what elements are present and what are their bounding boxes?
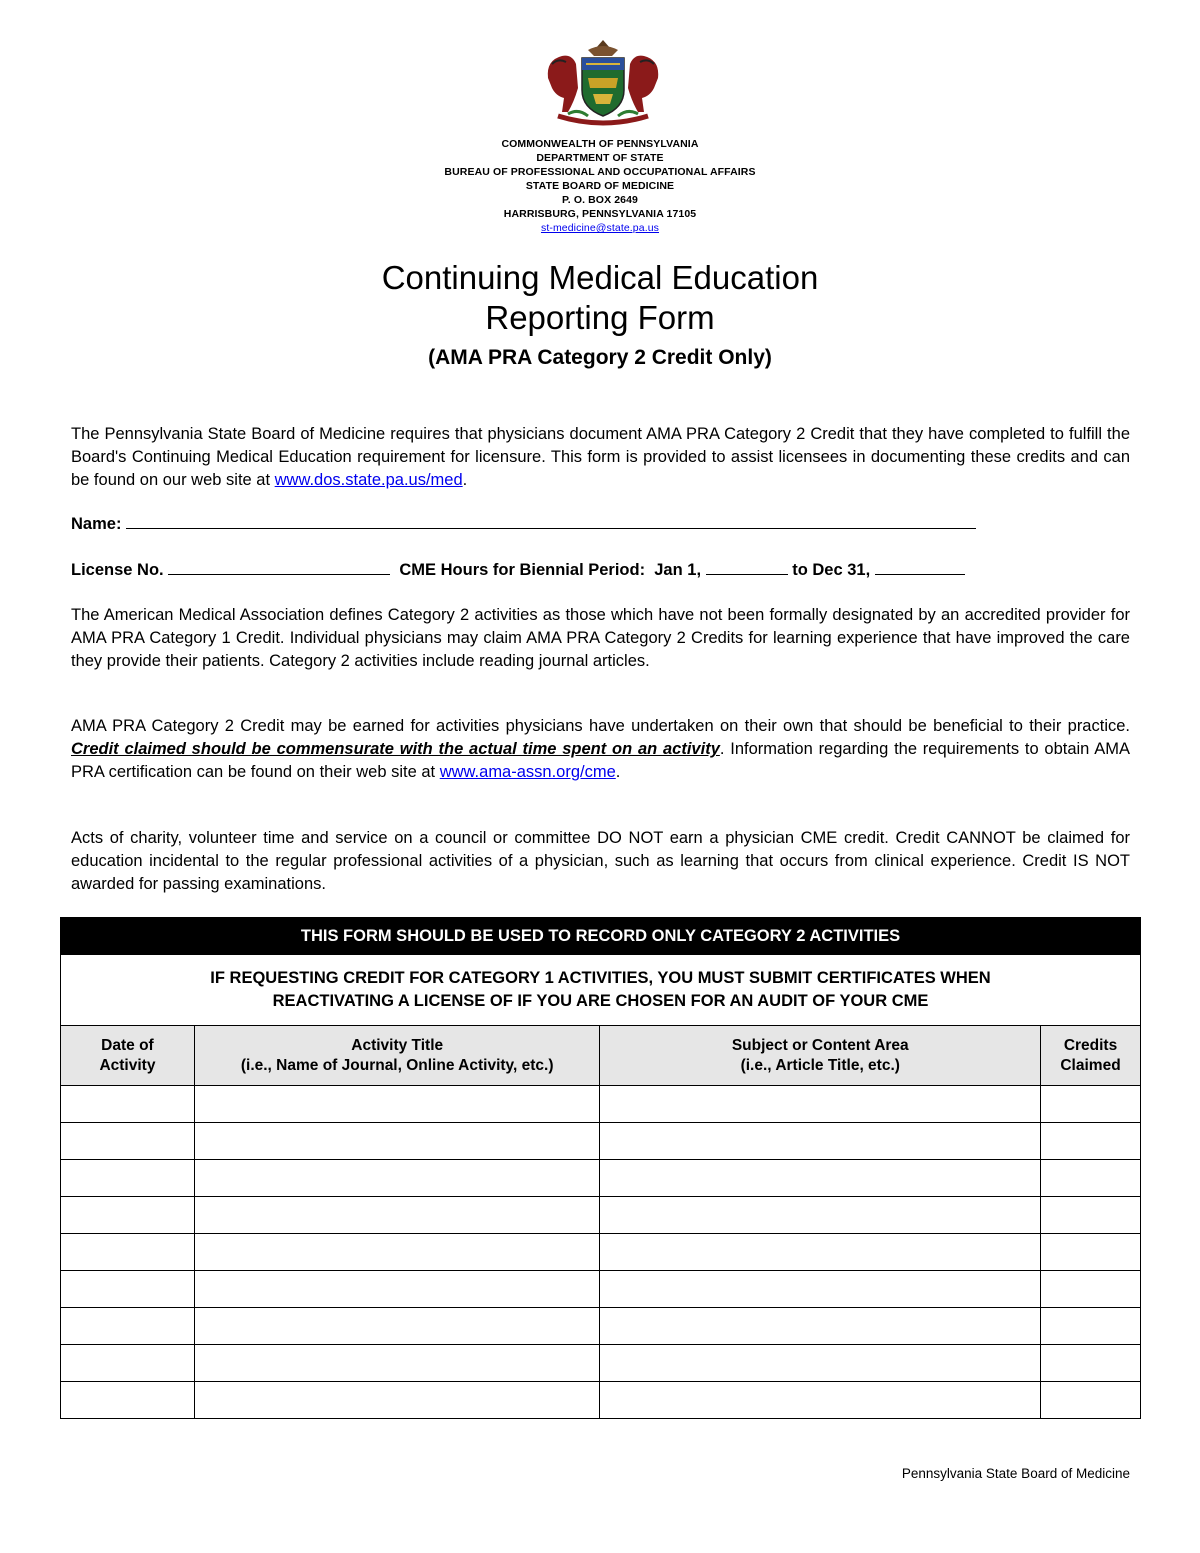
intro-period: . [462,471,468,489]
page-footer: Pennsylvania State Board of Medicine [901,1466,1130,1481]
date-cell[interactable] [61,1345,195,1382]
table-row [61,1271,1141,1308]
activity-title-cell[interactable] [194,1160,600,1197]
end-year-blank[interactable] [875,560,965,575]
date-cell[interactable] [61,1123,195,1160]
exclusions-paragraph: Acts of charity, volunteer time and service on a council or committee DO NOT earn a physician CME credit. Credit CANNOT be claimed for education incidental to the regular professional activities of a physician, such as learning that occurs from clinical experience. Credit IS NOT awarded for passing examinations. [71,829,1130,893]
table-row [61,1086,1141,1123]
date-cell[interactable] [61,1271,195,1308]
header-line-board: STATE BOARD OF MEDICINE [525,180,675,192]
subject-header-line-2: (i.e., Article Title, etc.) [740,1056,900,1074]
date-cell[interactable] [61,1234,195,1271]
category-2-banner: THIS FORM SHOULD BE USED TO RECORD ONLY CATEGORY 2 ACTIVITIES [61,918,1141,955]
notice-line-1: IF REQUESTING CREDIT FOR CATEGORY 1 ACTIVITIES, YOU MUST SUBMIT CERTIFICATES WHEN [210,969,991,987]
activity-title-cell[interactable] [194,1308,600,1345]
header-line-department: DEPARTMENT OF STATE [536,152,664,164]
subject-cell[interactable] [600,1123,1041,1160]
title-line-2: Reporting Form [485,299,715,336]
subject-cell[interactable] [600,1271,1041,1308]
activity-header-line-2: (i.e., Name of Journal, Online Activity, etc.) [240,1056,554,1074]
page-title [200,258,1000,338]
activity-title-cell[interactable] [194,1345,600,1382]
credit-emphasis-text: Credit claimed should be commensurate with the actual time spent on an activity [71,740,720,758]
table-row [61,1197,1141,1234]
subject-cell[interactable] [600,1160,1041,1197]
activity-title-cell[interactable] [194,1123,600,1160]
subject-cell[interactable] [600,1345,1041,1382]
subject-cell[interactable] [600,1197,1041,1234]
subject-cell[interactable] [600,1234,1041,1271]
activity-title-cell[interactable] [194,1271,600,1308]
header-line-bureau: BUREAU OF PROFESSIONAL AND OCCUPATIONAL AFFAIRS [444,166,756,178]
subject-cell[interactable] [600,1382,1041,1419]
table-row [61,1160,1141,1197]
name-field-row [71,514,976,534]
credits-cell[interactable] [1041,1197,1141,1234]
agency-address-block [300,137,900,235]
column-header-credits [1041,1026,1141,1086]
header-line-city: HARRISBURG, PENNSYLVANIA 17105 [503,208,697,220]
subject-header-line-1: Subject or Content Area [731,1036,909,1054]
activity-title-cell[interactable] [194,1086,600,1123]
column-header-date [61,1026,195,1086]
table-row [61,1382,1141,1419]
date-cell[interactable] [61,1308,195,1345]
credits-cell[interactable] [1041,1160,1141,1197]
table-row [61,1123,1141,1160]
table-row [61,1345,1141,1382]
cme-activity-table [60,917,1141,1419]
dec-label: to Dec 31, [792,561,871,579]
date-cell[interactable] [61,1382,195,1419]
date-header-line-1: Date of [101,1036,154,1054]
name-label: Name: [71,515,122,533]
credits-cell[interactable] [1041,1345,1141,1382]
pennsylvania-coat-of-arms-seal [538,38,668,130]
activity-title-cell[interactable] [194,1197,600,1234]
date-header-line-2: Activity [99,1056,156,1074]
dos-website-link[interactable]: www.dos.state.pa.us/med [274,471,463,489]
credits-cell[interactable] [1041,1271,1141,1308]
credits-header-line-1: Credits [1063,1036,1118,1054]
page-subtitle: (AMA PRA Category 2 Credit Only) [428,346,772,369]
jan-label: Jan 1, [654,561,702,579]
date-cell[interactable] [61,1197,195,1234]
credits-cell[interactable] [1041,1234,1141,1271]
license-cme-row [71,560,965,580]
notice-line-2: REACTIVATING A LICENSE OF IF YOU ARE CHOSEN FOR AN AUDIT OF YOUR CME [272,992,929,1010]
license-label: License No. [71,561,164,579]
name-blank-line[interactable] [126,514,976,529]
activity-title-cell[interactable] [194,1234,600,1271]
table-row [61,1234,1141,1271]
ama-website-link[interactable]: www.ama-assn.org/cme [439,763,616,781]
cme-hours-label: CME Hours for Biennial Period: [399,561,646,579]
column-header-activity-title [194,1026,600,1086]
earning-period: . [615,763,621,781]
date-cell[interactable] [61,1086,195,1123]
board-email-link[interactable]: st-medicine@state.pa.us [540,222,659,234]
activity-title-cell[interactable] [194,1382,600,1419]
credits-header-line-2: Claimed [1060,1056,1121,1074]
start-year-blank[interactable] [706,560,788,575]
date-cell[interactable] [61,1160,195,1197]
credits-cell[interactable] [1041,1308,1141,1345]
earning-text-2: . Information regarding the requirements to obtain AMA PRA certification can be found on their web site at [71,740,1130,781]
column-header-subject [600,1026,1041,1086]
credits-cell[interactable] [1041,1086,1141,1123]
earning-text-1: AMA PRA Category 2 Credit may be earned for activities physicians have undertaken on their own that should be beneficial to their practice. [71,717,1130,735]
credits-cell[interactable] [1041,1123,1141,1160]
subject-cell[interactable] [600,1308,1041,1345]
activity-rows [61,1086,1141,1419]
table-row [61,1308,1141,1345]
activity-header-line-1: Activity Title [351,1036,444,1054]
title-line-1: Continuing Medical Education [381,259,819,296]
earning-paragraph [71,715,1130,784]
intro-text: The Pennsylvania State Board of Medicine requires that physicians document AMA PRA Category 2 Credit that they have completed to fulfill the Board's Continuing Medical Education requirement for licensure. This form is provided to assist licensees in documenting these credits and can be found on our web site at [71,425,1130,489]
intro-paragraph [71,423,1130,492]
category-1-notice [61,955,1141,1026]
definition-paragraph: The American Medical Association defines Category 2 activities as those which have not been formally designated by an accredited provider for AMA PRA Category 1 Credit. Individual physicians may claim AMA PRA Category 2 Credits for learning experience that have improved the care they provide their patients. Category 2 activities include reading journal articles. [71,606,1130,670]
header-line-po-box: P. O. BOX 2649 [562,194,638,206]
license-number-blank[interactable] [168,560,390,575]
subject-cell[interactable] [600,1086,1041,1123]
header-line-commonwealth: COMMONWEALTH OF PENNSYLVANIA [501,138,699,150]
credits-cell[interactable] [1041,1382,1141,1419]
